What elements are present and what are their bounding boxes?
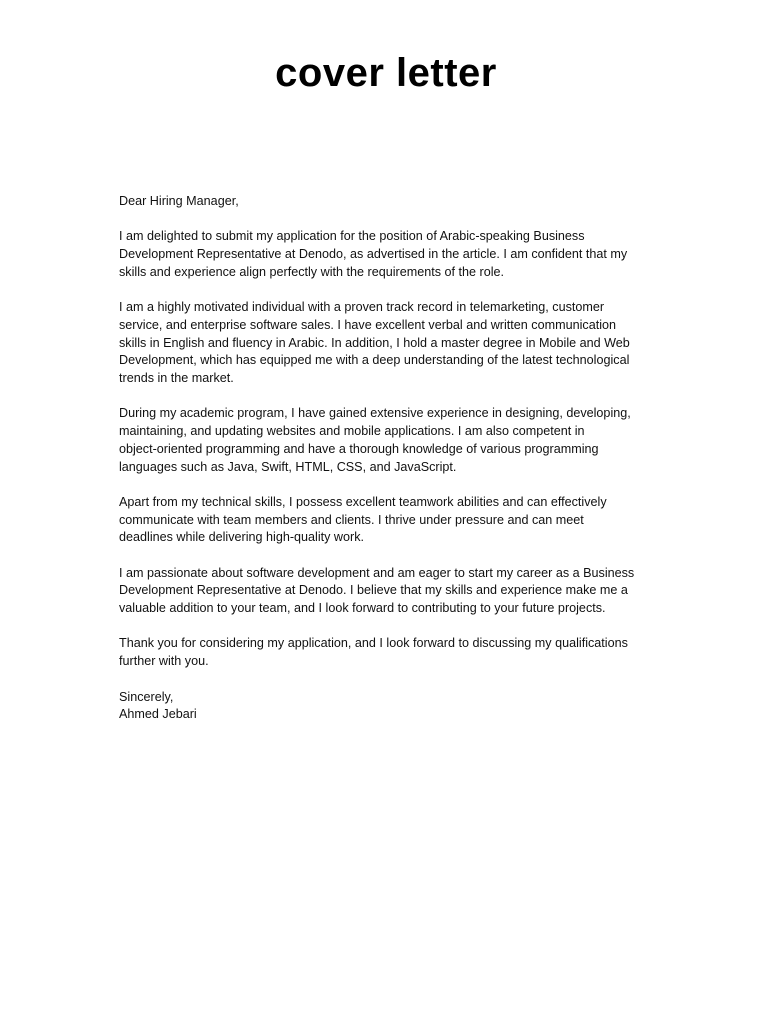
paragraph-3 (119, 405, 659, 476)
paragraph-line: further with you. (119, 654, 209, 669)
paragraph-4 (119, 494, 659, 547)
paragraph-line: I am a highly motivated individual with a proven track record in telemarketing, customer (119, 300, 605, 315)
signature-name: Ahmed Jebari (119, 707, 197, 722)
paragraph-2 (119, 299, 659, 388)
paragraph-line: skills and experience align perfectly with the requirements of the role. (119, 264, 505, 279)
paragraph-line: service, and enterprise software sales. I have excellent verbal and written communication (119, 317, 616, 332)
paragraph-6 (119, 635, 659, 670)
paragraph-line: languages such as Java, Swift, HTML, CSS, and JavaScript. (119, 459, 457, 474)
paragraph-1 (119, 228, 659, 281)
salutation (119, 193, 659, 211)
paragraph-line: skills in English and fluency in Arabic. In addition, I hold a master degree in Mobile and Web (119, 335, 630, 350)
closing-line: Sincerely, (119, 689, 174, 704)
paragraph-line: communicate with team members and clients. I thrive under pressure and can meet (119, 512, 584, 527)
paragraph-line: I am delighted to submit my application for the position of Arabic-speaking Business (119, 229, 585, 244)
paragraph-line: Thank you for considering my application, and I look forward to discussing my qualifications (119, 636, 628, 651)
paragraph-line: maintaining, and updating websites and mobile applications. I am also competent in (119, 424, 585, 439)
paragraph-line: During my academic program, I have gained extensive experience in designing, developing, (119, 406, 631, 421)
paragraph-line: trends in the market. (119, 371, 234, 385)
paragraph-line: I am passionate about software development and am eager to start my career as a Business (119, 565, 635, 580)
paragraph-line: valuable addition to your team, and I look forward to contributing to your future projects. (119, 601, 606, 616)
paragraph-line: deadlines while delivering high-quality work. (119, 530, 365, 545)
closing-block (119, 689, 659, 724)
paragraph-5 (119, 565, 659, 618)
paragraph-line: Apart from my technical skills, I possess excellent teamwork abilities and can effectively (119, 494, 607, 509)
paragraph-line: Development Representative at Denodo, as advertised in the article. I am confident that my (119, 247, 628, 262)
letter-body (119, 193, 659, 742)
page-title: cover letter (275, 51, 497, 95)
paragraph-line: object-oriented programming and have a thorough knowledge of various programming (119, 441, 599, 456)
paragraph-line: Development, which has equipped me with a deep understanding of the latest technological (119, 353, 630, 368)
salutation-line: Dear Hiring Manager, (119, 194, 239, 208)
paragraph-line: Development Representative at Denodo. I believe that my skills and experience make me a (119, 583, 628, 598)
